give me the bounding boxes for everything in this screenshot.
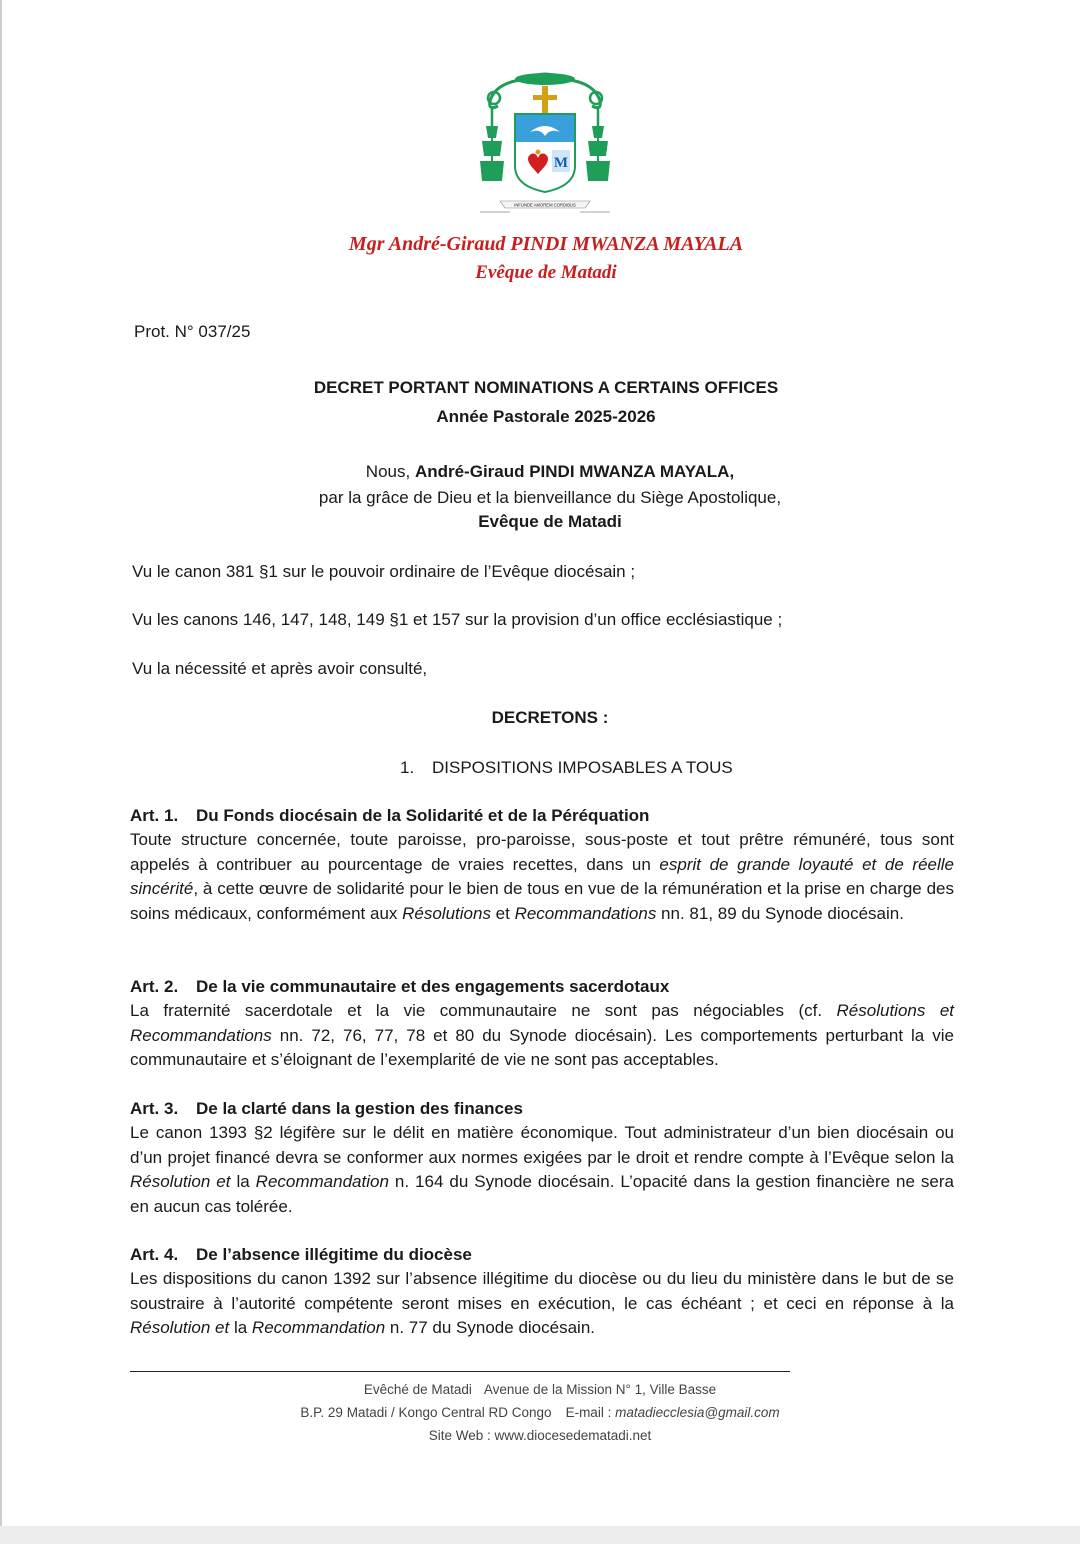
article-3 — [130, 1097, 954, 1219]
article-emphasis: Résolution et — [130, 1172, 231, 1192]
scan-bottom-strip — [0, 1526, 1080, 1544]
article-heading — [130, 1097, 954, 1121]
pastoral-year: Année Pastorale 2025-2026 — [436, 407, 656, 426]
article-text: n. 77 du Synode diocésain. — [385, 1318, 595, 1338]
article-emphasis: Recommandation — [255, 1172, 389, 1192]
article-4 — [130, 1243, 954, 1341]
article-text: nn. 72, 76, 77, 78 et 80 du Synode diocésain). Les comportements perturbant la vie communautaire et s’éloignant de l’exemplarité de vie ne sont pas acceptables. — [130, 1025, 954, 1070]
footer-name: Evêché de Matadi — [363, 1382, 472, 1397]
article-2 — [130, 975, 954, 1073]
footer-street: Avenue de la Mission N° 1, Ville Basse — [483, 1382, 717, 1397]
article-text: la — [230, 1172, 256, 1192]
nous-prefix: Nous, — [365, 462, 415, 481]
section-heading — [400, 758, 733, 778]
considerant-1: Vu le canon 381 §1 sur le pouvoir ordinaire de l’Evêque diocésain ; — [132, 562, 636, 581]
article-body — [130, 999, 954, 1072]
article-title: De l’absence illégitime du diocèse — [196, 1245, 472, 1264]
nous-title-line: Evêque de Matadi — [478, 512, 622, 531]
article-body — [130, 1267, 954, 1340]
coat-of-arms-emblem — [470, 66, 620, 222]
motto-text: INFUNDE AMOREM CORDIBUS — [514, 202, 576, 208]
article-title: De la clarté dans la gestion des finances — [196, 1099, 523, 1118]
article-title: Du Fonds diocésain de la Solidarité et de la Péréquation — [196, 806, 650, 825]
nous-grace-line: par la grâce de Dieu et la bienveillance du Siège Apostolique, — [318, 488, 782, 507]
article-emphasis: esprit de grande loyauté et de réelle sincérité — [130, 854, 954, 899]
article-title: De la vie communautaire et des engagements sacerdotaux — [196, 977, 670, 996]
protocol-number: Prot. N° 037/25 — [134, 322, 251, 341]
footer-contact — [0, 1405, 1080, 1420]
article-1 — [130, 804, 954, 926]
svg-text:M: M — [553, 155, 569, 171]
article-text: nn. 81, 89 du Synode diocésain. — [656, 903, 904, 923]
article-number: Art. 3. — [130, 1099, 179, 1118]
article-number: Art. 1. — [130, 806, 179, 825]
article-body — [130, 1121, 954, 1219]
article-text: la — [229, 1318, 252, 1338]
section-number: 1. — [400, 758, 415, 777]
article-heading — [130, 804, 954, 828]
article-emphasis: Résolutions — [402, 903, 491, 923]
bishop-name: Mgr André-Giraud PINDI MWANZA MAYALA — [348, 233, 744, 255]
article-number: Art. 4. — [130, 1245, 179, 1264]
article-body — [130, 828, 954, 926]
article-text: La fraternité sacerdotale et la vie communautaire ne sont pas négociables (cf. — [130, 1001, 837, 1021]
article-text: , à cette œuvre de solidarité pour le bien de tous en vue de la rémunération et la prise en charge des soins médicaux, conformément aux — [130, 879, 954, 923]
footer-email-label: E-mail : — [565, 1405, 616, 1420]
article-heading — [130, 1243, 954, 1267]
article-emphasis: Recommandations — [514, 903, 657, 923]
article-text: Toute structure concernée, toute paroisse, pro-paroisse, sous-poste et tout prêtre rémunéré, tous sont appelés à contribuer au pourcentage de vraies recettes, dans un — [130, 830, 954, 874]
article-emphasis: Résolution et — [130, 1318, 230, 1338]
article-text: Les dispositions du canon 1392 sur l’absence illégitime du diocèse ou du lieu du ministère dans le but de se soustraire à l’autorité compétente seront mises en exécution, le cas échéant ; et ceci en réponse à la — [130, 1269, 954, 1313]
bishop-title: Evêque de Matadi — [475, 262, 617, 283]
nous-name: André-Giraud PINDI MWANZA MAYALA, — [414, 462, 735, 481]
article-number: Art. 2. — [130, 977, 179, 996]
nous-line — [10, 462, 1080, 482]
article-emphasis: Recommandation — [251, 1318, 386, 1338]
article-emphasis: Résolutions et Recommandations — [130, 1001, 954, 1045]
article-heading — [130, 975, 954, 999]
scan-edge — [0, 0, 2, 1544]
footer-email: matadiecclesia@gmail.com — [615, 1405, 780, 1420]
decree-title: DECRET PORTANT NOMINATIONS A CERTAINS OFFICES — [313, 378, 779, 397]
considerant-2: Vu les canons 146, 147, 148, 149 §1 et 157 sur la provision d’un office ecclésiastique ; — [132, 610, 783, 629]
section-title: DISPOSITIONS IMPOSABLES A TOUS — [432, 758, 733, 777]
considerant-3: Vu la nécessité et après avoir consulté, — [132, 659, 428, 678]
decretons-heading: DECRETONS : — [491, 708, 609, 727]
footer-website: Site Web : www.diocesedematadi.net — [428, 1428, 652, 1443]
article-text: n. 164 du Synode diocésain. L’opacité dans la gestion financière ne sera en aucun cas tolérée. — [130, 1172, 954, 1216]
footer-bp: B.P. 29 Matadi / Kongo Central RD Congo — [300, 1405, 552, 1420]
footer-divider — [130, 1371, 790, 1372]
footer-address — [0, 1382, 1080, 1397]
article-text: et — [490, 903, 515, 923]
article-text: Le canon 1393 §2 légifère sur le délit en matière économique. Tout administrateur d’un bien diocésain ou d’un projet financé devra se conformer aux normes exigées par le droit et rendre compte à l’Evêque selon la — [130, 1123, 954, 1167]
